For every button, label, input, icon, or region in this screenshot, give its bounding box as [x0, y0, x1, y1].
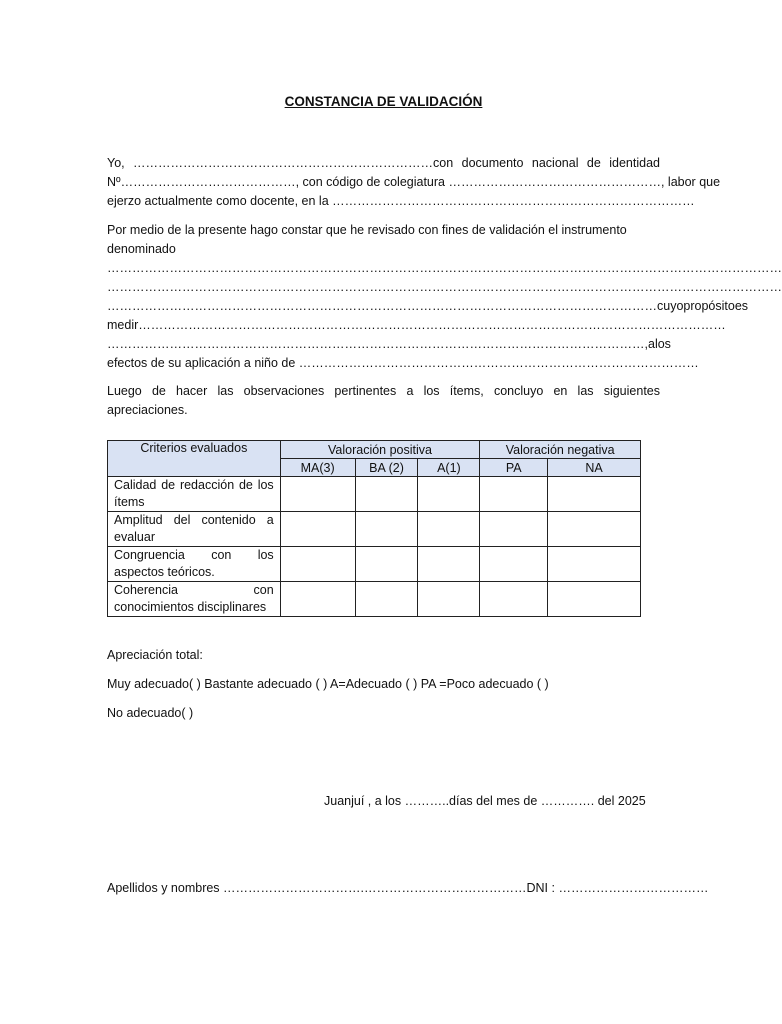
declaration-line-1 [107, 154, 660, 173]
review-paragraph [107, 221, 782, 373]
criterion-label: Amplitud del contenido a evaluar [108, 512, 281, 547]
criteria-table [107, 440, 641, 617]
sub-header-na: NA [548, 459, 641, 477]
word: es [734, 299, 749, 313]
purpose-blank: medir…………………………………………………………………………………………………………………………… [107, 318, 726, 332]
rating-cell[interactable] [418, 477, 480, 512]
rating-cell[interactable] [480, 512, 548, 547]
sub-header-ma: MA(3) [280, 459, 355, 477]
instrument-name-blank-1: ……………………………………………………………………………………………………………………………………………… [107, 261, 782, 275]
no-adecuado-option: No adecuado( ) [107, 706, 194, 720]
rating-cell[interactable] [355, 582, 418, 617]
sub-header-ba: BA (2) [355, 459, 418, 477]
rating-cell[interactable] [548, 582, 641, 617]
table-row [108, 477, 641, 512]
rating-cell[interactable] [548, 477, 641, 512]
purpose-line [107, 297, 749, 316]
appreciation-options: Muy adecuado( ) Bastante adecuado ( ) A=Adecuado ( ) PA =Poco adecuado ( ) [107, 677, 549, 691]
rating-cell[interactable] [355, 512, 418, 547]
word: de [586, 156, 601, 170]
declaration-line-3: ejerzo actualmente como docente, en la …………………………………………………………………………… [107, 194, 695, 208]
table-row [108, 547, 641, 582]
application-line: efectos de su aplicación a niño de …………………………………………………………………………………… [107, 356, 699, 370]
rating-cell[interactable] [418, 512, 480, 547]
sub-header-a: A(1) [418, 459, 480, 477]
word: propósito [683, 299, 735, 313]
criterion-label: Calidad de redacción de los ítems [108, 477, 281, 512]
word: ……………………………………………………………………………………………………………………cuyo [107, 299, 684, 313]
rating-cell[interactable] [355, 477, 418, 512]
negative-header: Valoración negativa [480, 441, 641, 459]
review-line-2: denominado [107, 242, 176, 256]
rating-cell[interactable] [280, 547, 355, 582]
rating-cell[interactable] [418, 547, 480, 582]
purpose-continuation-line [107, 335, 671, 354]
criterion-label: Congruencia con los aspectos teóricos. [108, 547, 281, 582]
review-line-1: Por medio de la presente hago constar que he revisado con fines de validación el instrumento [107, 223, 627, 237]
word: nacional [531, 156, 579, 170]
declaration-line-2: Nº……………………………………, con código de colegiatura ……………………………………………, labor que [107, 175, 721, 189]
rating-cell[interactable] [548, 512, 641, 547]
rating-cell[interactable] [548, 547, 641, 582]
word: ………………………………………………………………con [133, 156, 454, 170]
instrument-name-blank-2: ……………………………………………………………………………………………………………………………………………… [107, 280, 782, 294]
word: los [654, 337, 671, 351]
rating-cell[interactable] [280, 582, 355, 617]
declaration-paragraph [107, 154, 721, 211]
rating-cell[interactable] [418, 582, 480, 617]
rating-cell[interactable] [355, 547, 418, 582]
criteria-header: Criterios evaluados [108, 441, 281, 477]
criterion-label: Coherencia con conocimientos disciplinares [108, 582, 281, 617]
word: Yo, [107, 156, 125, 170]
word: a [647, 337, 655, 351]
rating-cell[interactable] [480, 582, 548, 617]
signature-line: Apellidos y nombres …………………………….…………………………………DNI : ……………………………… [107, 881, 709, 895]
rating-cell[interactable] [480, 547, 548, 582]
appreciation-label: Apreciación total: [107, 648, 203, 662]
document-title: CONSTANCIA DE VALIDACIÓN [284, 94, 483, 109]
table-row [108, 582, 641, 617]
sub-header-pa: PA [480, 459, 548, 477]
word: identidad [609, 156, 660, 170]
rating-cell[interactable] [480, 477, 548, 512]
rating-cell[interactable] [280, 512, 355, 547]
date-line: Juanjuí , a los ………..días del mes de …………. del 2025 [324, 794, 646, 808]
observations-paragraph: Luego de hacer las observaciones pertinentes a los ítems, concluyo en las siguientes apreciaciones. [107, 384, 660, 417]
table-row [108, 512, 641, 547]
rating-cell[interactable] [280, 477, 355, 512]
word: …………………………………………………………………………………………………………………, [107, 337, 648, 351]
word: documento [461, 156, 524, 170]
positive-header: Valoración positiva [280, 441, 480, 459]
